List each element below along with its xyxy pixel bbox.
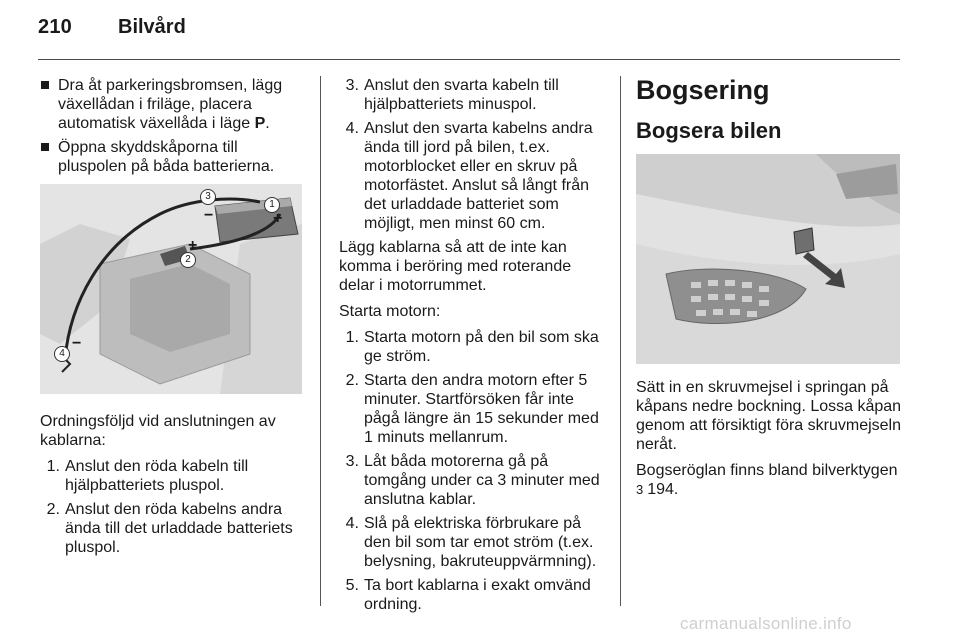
jump-start-illustration	[40, 184, 302, 394]
numbered-step	[339, 328, 605, 366]
bullet-square-icon	[41, 81, 49, 89]
step-number: 3.	[345, 77, 359, 94]
bullet-text: Dra åt parkeringsbromsen, lägg växellådan i friläge, placera automatisk växellåda i läge	[58, 77, 283, 132]
numbered-step	[339, 514, 605, 571]
step-text: Starta motorn på den bil som ska ge ström.	[364, 329, 599, 365]
step-number: 1.	[345, 329, 359, 346]
column-divider	[620, 76, 621, 606]
step-number: 3.	[345, 453, 359, 470]
step-text: Anslut den svarta kabeln till hjälpbatteriets minuspol.	[364, 77, 559, 113]
bullet-item	[40, 138, 304, 176]
paragraph: Ordningsföljd vid anslutningen av kablarna:	[40, 413, 276, 449]
paragraph	[636, 461, 906, 499]
page-reference-icon: 3	[636, 482, 644, 497]
towing-eye-cover-illustration	[636, 154, 900, 364]
section-heading: Bogsering	[636, 75, 770, 105]
step-text: Ta bort kablarna i exakt omvänd ordning.	[364, 577, 591, 613]
paragraph: Sätt in en skruvmejsel i springan på kåpans nedre bockning. Lossa kåpan genom att försiktigt föra skruvmejseln neråt.	[636, 379, 902, 453]
engine-bay-drawing	[40, 184, 302, 394]
numbered-step	[339, 452, 605, 509]
numbered-step	[339, 371, 605, 447]
minus-sign: −	[204, 207, 214, 224]
step-number: 4.	[345, 515, 359, 532]
gear-position: P	[254, 115, 266, 132]
callout-badge: 2	[180, 252, 196, 268]
plus-sign: +	[273, 210, 283, 227]
header-rule	[38, 59, 900, 60]
callout-badge: 4	[54, 346, 70, 362]
bullet-square-icon	[41, 143, 49, 151]
paragraph-text: Bogseröglan finns bland bilverktygen	[636, 462, 898, 479]
bullet-text: Öppna skyddskåporna till pluspolen på båda batterierna.	[58, 139, 275, 175]
step-text: Anslut den svarta kabelns andra ända till jord på bilen, t.ex. motorblocket eller en skruv på motorfästet. Anslut så långt från det urladdade batteriet som möjligt, men minst 60 cm.	[364, 120, 593, 232]
page-reference: 194.	[647, 481, 679, 498]
watermark: carmanualsonline.info	[680, 614, 852, 633]
column-left	[40, 76, 304, 562]
column-right	[636, 76, 906, 506]
bumper-drawing	[636, 154, 900, 364]
step-number: 1.	[46, 458, 60, 475]
page-number: 210	[38, 16, 72, 38]
paragraph: Starta motorn:	[339, 303, 441, 320]
numbered-step	[339, 576, 605, 614]
numbered-step	[339, 76, 605, 114]
paragraph: Lägg kablarna så att de inte kan komma i beröring med roterande delar i motorrummet.	[339, 239, 572, 294]
bullet-suffix: .	[265, 115, 270, 132]
numbered-step	[339, 119, 605, 233]
minus-sign: −	[72, 335, 82, 352]
plus-sign: +	[188, 237, 198, 254]
step-text: Starta den andra motorn efter 5 minuter. Startförsöken får inte pågå längre än 15 sekunder med 1 minuts mellanrum.	[364, 372, 599, 446]
numbered-step	[40, 500, 304, 557]
section-title: Bilvård	[118, 16, 186, 38]
step-text: Låt båda motorerna gå på tomgång under ca 3 minuter med anslutna kablar.	[364, 453, 600, 508]
step-number: 4.	[345, 120, 359, 137]
bullet-item	[40, 76, 304, 133]
subsection-heading: Bogsera bilen	[636, 118, 782, 143]
column-middle	[339, 76, 605, 619]
numbered-step	[40, 457, 304, 495]
step-number: 2.	[46, 501, 60, 518]
step-number: 5.	[345, 577, 359, 594]
column-divider	[320, 76, 321, 606]
step-number: 2.	[345, 372, 359, 389]
callout-badge: 3	[200, 189, 216, 205]
step-text: Anslut den röda kabelns andra ända till det urladdade batteriets pluspol.	[65, 501, 293, 556]
step-text: Anslut den röda kabeln till hjälpbatteriets pluspol.	[65, 458, 249, 494]
callout-badge: 1	[264, 197, 280, 213]
step-text: Slå på elektriska förbrukare på den bil som tar emot ström (t.ex. belysning, bakruteuppvärmning).	[364, 515, 597, 570]
